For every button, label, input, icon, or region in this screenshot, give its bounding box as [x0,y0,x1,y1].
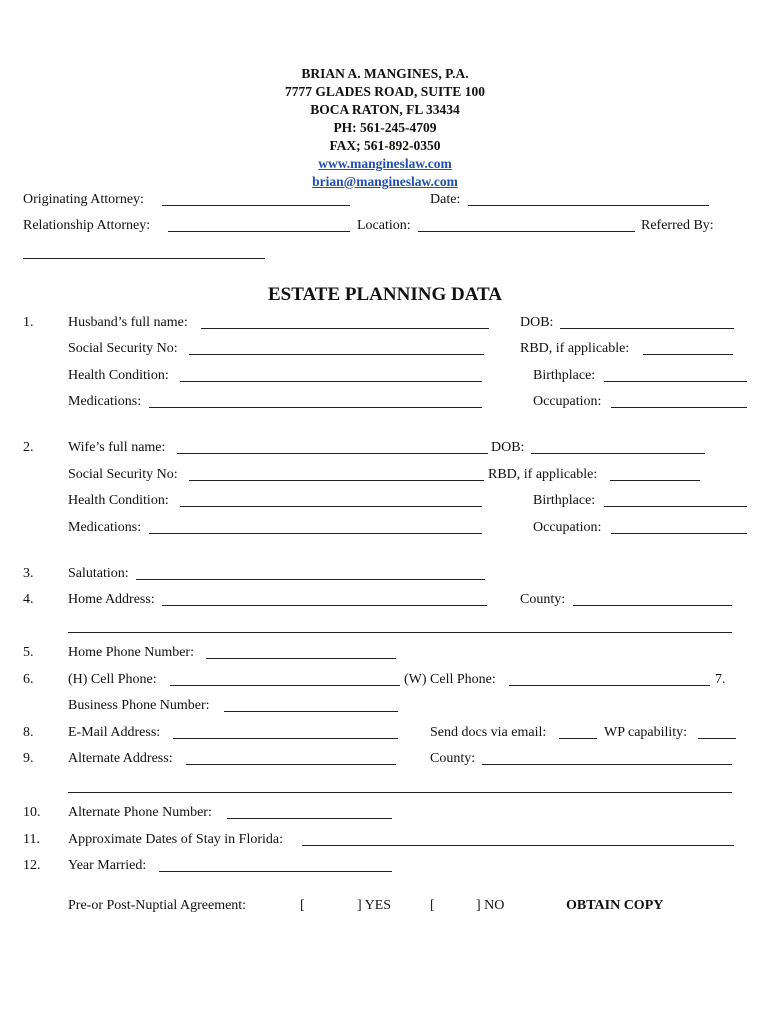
firm-name: BRIAN A. MANGINES, P.A. [301,66,469,81]
alt-address-label: Alternate Address: [68,751,173,766]
item-number: 7. [715,672,726,687]
firm-street: 7777 GLADES ROAD, SUITE 100 [285,84,485,99]
husband-name-field[interactable] [201,328,489,329]
dates-stay-field[interactable] [302,845,734,846]
husband-dob-label: DOB: [520,315,554,330]
husband-birthplace-label: Birthplace: [533,368,596,383]
page-title: ESTATE PLANNING DATA [267,284,502,305]
yes-checkbox-label[interactable]: ] YES [357,898,392,913]
wife-ssn-field[interactable] [189,480,484,481]
husband-medications-field[interactable] [149,407,482,408]
firm-fax: FAX; 561-892-0350 [329,138,441,153]
year-married-label: Year Married: [68,858,147,873]
husband-dob-field[interactable] [560,328,734,329]
h-cell-phone-label: (H) Cell Phone: [68,672,157,687]
husband-ssn-label: Social Security No: [68,341,178,356]
w-cell-phone-label: (W) Cell Phone: [404,672,496,687]
originating-attorney-label: Originating Attorney: [23,192,144,207]
business-phone-field[interactable] [224,711,398,712]
year-married-field[interactable] [159,871,392,872]
dates-stay-label: Approximate Dates of Stay in Florida: [68,832,284,847]
wife-birthplace-label: Birthplace: [533,493,596,508]
email-field[interactable] [173,738,398,739]
firm-email-link[interactable]: brian@mangineslaw.com [312,174,458,189]
wife-health-label: Health Condition: [68,493,169,508]
county-label: County: [430,751,476,766]
wife-birthplace-field[interactable] [604,506,747,507]
husband-occupation-label: Occupation: [533,394,602,409]
relationship-attorney-label: Relationship Attorney: [23,218,151,233]
husband-health-field[interactable] [180,381,482,382]
wife-occupation-label: Occupation: [533,520,602,535]
husband-rbd-field[interactable] [643,354,733,355]
wife-name-label: Wife’s full name: [68,440,166,455]
wife-occupation-field[interactable] [611,533,747,534]
husband-occupation-field[interactable] [611,407,747,408]
referred-by-label: Referred By: [641,218,714,233]
item-number: 4. [23,592,34,607]
send-docs-label: Send docs via email: [430,725,547,740]
wife-rbd-field[interactable] [610,480,700,481]
nuptial-label: Pre-or Post-Nuptial Agreement: [68,898,247,913]
salutation-field[interactable] [136,579,485,580]
location-field[interactable] [418,231,635,232]
date-label: Date: [430,192,461,207]
home-address-label: Home Address: [68,592,155,607]
firm-city: BOCA RATON, FL 33434 [310,102,460,117]
alt-address-field[interactable] [186,764,396,765]
business-phone-label: Business Phone Number: [68,698,210,713]
yes-checkbox-open[interactable]: [ [300,898,305,913]
home-address-field[interactable] [162,605,487,606]
item-number: 3. [23,566,34,581]
item-number: 1. [23,315,34,330]
salutation-label: Salutation: [68,566,129,581]
county-field[interactable] [573,605,732,606]
obtain-copy-note: OBTAIN COPY [566,898,664,913]
email-label: E-Mail Address: [68,725,161,740]
item-number: 5. [23,645,34,660]
wife-ssn-label: Social Security No: [68,467,178,482]
wife-medications-field[interactable] [149,533,482,534]
item-number: 6. [23,672,34,687]
husband-rbd-label: RBD, if applicable: [520,341,630,356]
alt-county-field[interactable] [482,764,732,765]
date-field[interactable] [468,205,709,206]
wife-name-field[interactable] [177,453,488,454]
alt-phone-field[interactable] [227,818,392,819]
h-cell-phone-field[interactable] [170,685,400,686]
alt-phone-label: Alternate Phone Number: [68,805,212,820]
item-number: 10. [23,805,41,820]
husband-birthplace-field[interactable] [604,381,747,382]
relationship-attorney-field[interactable] [168,231,350,232]
w-cell-phone-field[interactable] [509,685,710,686]
wp-capability-label: WP capability: [604,725,688,740]
item-number: 9. [23,751,34,766]
originating-attorney-field[interactable] [162,205,350,206]
wife-medications-label: Medications: [68,520,142,535]
firm-phone: PH: 561-245-4709 [333,120,437,135]
county-label: County: [520,592,566,607]
husband-ssn-field[interactable] [189,354,484,355]
no-checkbox-label[interactable]: ] NO [476,898,505,913]
wife-dob-field[interactable] [531,453,705,454]
alt-address-line-2[interactable] [68,792,732,793]
wp-capability-field[interactable] [698,738,736,739]
item-number: 8. [23,725,34,740]
send-docs-field[interactable] [559,738,597,739]
wife-dob-label: DOB: [491,440,525,455]
location-label: Location: [357,218,411,233]
husband-name-label: Husband’s full name: [68,315,188,330]
home-address-line-2[interactable] [68,632,732,633]
item-number: 2. [23,440,34,455]
no-checkbox-open[interactable]: [ [430,898,435,913]
husband-medications-label: Medications: [68,394,142,409]
home-phone-label: Home Phone Number: [68,645,194,660]
wife-health-field[interactable] [180,506,482,507]
referred-by-field[interactable] [23,258,265,259]
wife-rbd-label: RBD, if applicable: [488,467,598,482]
husband-health-label: Health Condition: [68,368,169,383]
home-phone-field[interactable] [206,658,396,659]
firm-website-link[interactable]: www.mangineslaw.com [318,156,452,171]
item-number: 11. [23,832,40,847]
item-number: 12. [23,858,41,873]
